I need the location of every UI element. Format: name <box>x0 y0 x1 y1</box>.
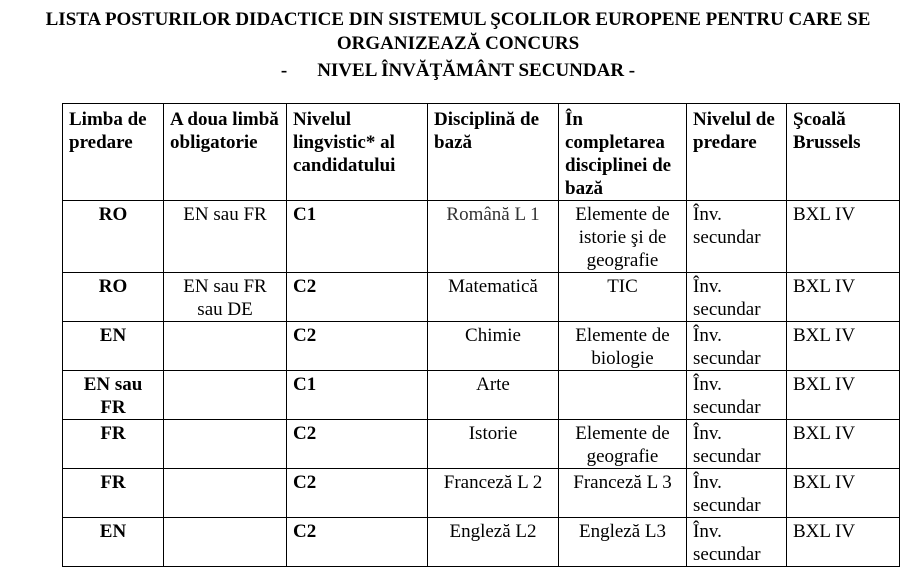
posts-table <box>62 103 900 567</box>
table-cell: Înv. secundar <box>687 469 787 518</box>
table-cell: Franceză L 2 <box>428 469 559 518</box>
table-cell: Română L 1 <box>428 201 559 273</box>
table-row <box>63 371 900 420</box>
table-cell: BXL IV <box>787 371 900 420</box>
table-cell: TIC <box>559 273 687 322</box>
table-cell: RO <box>63 273 164 322</box>
table-cell: BXL IV <box>787 420 900 469</box>
table-row <box>63 469 900 518</box>
subtitle-dash: - <box>280 60 288 81</box>
table-cell <box>559 371 687 420</box>
table-cell: Elemente de geografie <box>559 420 687 469</box>
table-cell <box>164 469 287 518</box>
table-cell: Înv. secundar <box>687 518 787 567</box>
table-cell: BXL IV <box>787 273 900 322</box>
table-cell <box>164 322 287 371</box>
document-subtitle <box>0 59 916 82</box>
table-cell: Înv. secundar <box>687 420 787 469</box>
header-cell: Nivelul de predare <box>687 104 787 201</box>
table-row <box>63 273 900 322</box>
table-cell: C1 <box>287 201 428 273</box>
table-cell: Arte <box>428 371 559 420</box>
table-row <box>63 518 900 567</box>
table-cell: Înv. secundar <box>687 322 787 371</box>
document-title-line-2: ORGANIZEAZĂ CONCURS <box>336 33 580 54</box>
document-title-line-1: LISTA POSTURILOR DIDACTICE DIN SISTEMUL ŞCOLILOR EUROPENE PENTRU CARE SE <box>45 9 871 30</box>
table-cell: C1 <box>287 371 428 420</box>
table-cell: Matematică <box>428 273 559 322</box>
table-cell: C2 <box>287 469 428 518</box>
table-cell: EN sau FR <box>63 371 164 420</box>
table-cell <box>164 420 287 469</box>
header-cell: Limba de predare <box>63 104 164 201</box>
table-cell: C2 <box>287 518 428 567</box>
table-cell: BXL IV <box>787 322 900 371</box>
table-cell <box>164 371 287 420</box>
header-cell: Disciplină de bază <box>428 104 559 201</box>
table-cell: Engleză L2 <box>428 518 559 567</box>
table-cell: RO <box>63 201 164 273</box>
table-cell: Înv. secundar <box>687 273 787 322</box>
table-cell: C2 <box>287 273 428 322</box>
table-cell: Engleză L3 <box>559 518 687 567</box>
header-cell: Şcoală Brussels <box>787 104 900 201</box>
table-cell: EN sau FR <box>164 201 287 273</box>
table-cell: Înv. secundar <box>687 371 787 420</box>
table-cell: Elemente de biologie <box>559 322 687 371</box>
subtitle-text: NIVEL ÎNVĂŢĂMÂNT SECUNDAR - <box>317 60 636 81</box>
table-cell: FR <box>63 420 164 469</box>
table-cell: EN <box>63 322 164 371</box>
table-cell: Istorie <box>428 420 559 469</box>
table-cell: Franceză L 3 <box>559 469 687 518</box>
table-cell: BXL IV <box>787 469 900 518</box>
header-cell: Nivelul lingvistic* al candidatului <box>287 104 428 201</box>
table-row <box>63 420 900 469</box>
header-cell: A doua limbă obligatorie <box>164 104 287 201</box>
header-cell: În completarea disciplinei de bază <box>559 104 687 201</box>
table-header-row <box>63 104 900 201</box>
table-cell <box>164 518 287 567</box>
table-cell: EN sau FR sau DE <box>164 273 287 322</box>
table-cell: BXL IV <box>787 518 900 567</box>
table-cell: EN <box>63 518 164 567</box>
table-cell: Înv. secundar <box>687 201 787 273</box>
table-cell: C2 <box>287 420 428 469</box>
table-cell: BXL IV <box>787 201 900 273</box>
table-cell: FR <box>63 469 164 518</box>
table-cell: Elemente de istorie şi de geografie <box>559 201 687 273</box>
table-row <box>63 322 900 371</box>
table-cell: Chimie <box>428 322 559 371</box>
table-row <box>63 201 900 273</box>
table-cell: C2 <box>287 322 428 371</box>
